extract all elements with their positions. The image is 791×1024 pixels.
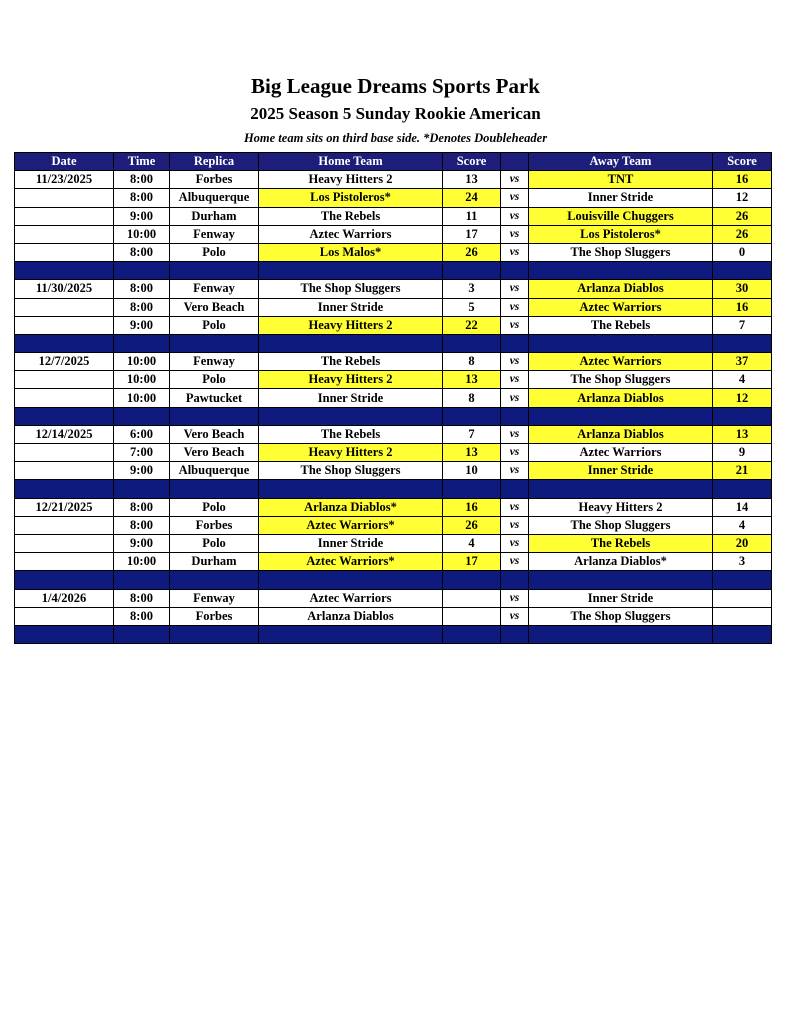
home-team-cell: Inner Stride [259, 389, 443, 407]
away-team-cell: The Shop Sluggers [529, 243, 713, 261]
separator-cell [259, 407, 443, 425]
home-team-cell: Arlanza Diablos [259, 607, 443, 625]
date-cell: 12/21/2025 [15, 498, 114, 516]
separator-cell [501, 480, 529, 498]
separator-cell [15, 571, 114, 589]
separator-cell [170, 407, 259, 425]
vs-cell: vs [501, 462, 529, 480]
away-score-cell: 4 [713, 371, 772, 389]
vs-cell: vs [501, 243, 529, 261]
separator-cell [170, 334, 259, 352]
page-subtitle: 2025 Season 5 Sunday Rookie American [250, 104, 541, 123]
replica-cell: Fenway [170, 589, 259, 607]
separator-cell [501, 334, 529, 352]
date-cell [15, 444, 114, 462]
separator-cell [713, 407, 772, 425]
away-team-cell: Aztec Warriors [529, 298, 713, 316]
home-score-cell: 24 [443, 189, 501, 207]
away-score-cell: 12 [713, 389, 772, 407]
vs-cell: vs [501, 371, 529, 389]
table-row [15, 171, 772, 189]
separator-row [15, 334, 772, 352]
home-team-cell: Arlanza Diablos* [259, 498, 443, 516]
home-score-cell: 13 [443, 371, 501, 389]
date-cell: 11/23/2025 [15, 171, 114, 189]
home-score-cell: 22 [443, 316, 501, 334]
col-header-home-team: Home Team [259, 153, 443, 171]
away-team-cell: TNT [529, 171, 713, 189]
home-team-cell: The Rebels [259, 207, 443, 225]
col-header-replica: Replica [170, 153, 259, 171]
vs-cell: vs [501, 389, 529, 407]
table-row [15, 534, 772, 552]
time-cell: 8:00 [114, 589, 170, 607]
separator-cell [114, 480, 170, 498]
vs-cell: vs [501, 225, 529, 243]
date-cell [15, 207, 114, 225]
vs-cell: vs [501, 425, 529, 443]
separator-row [15, 571, 772, 589]
away-score-cell: 4 [713, 516, 772, 534]
separator-cell [713, 625, 772, 643]
time-cell: 9:00 [114, 316, 170, 334]
separator-cell [170, 625, 259, 643]
home-team-cell: The Shop Sluggers [259, 280, 443, 298]
date-cell [15, 462, 114, 480]
time-cell: 10:00 [114, 225, 170, 243]
page-title: Big League Dreams Sports Park [251, 74, 540, 98]
away-team-cell: The Shop Sluggers [529, 516, 713, 534]
table-row [15, 516, 772, 534]
home-score-cell: 5 [443, 298, 501, 316]
separator-cell [529, 571, 713, 589]
home-score-cell: 4 [443, 534, 501, 552]
separator-cell [15, 480, 114, 498]
vs-cell: vs [501, 516, 529, 534]
separator-cell [529, 262, 713, 280]
col-header-away-score: Score [713, 153, 772, 171]
home-team-cell: Aztec Warriors [259, 225, 443, 243]
away-team-cell: Arlanza Diablos* [529, 553, 713, 571]
date-cell [15, 389, 114, 407]
vs-cell: vs [501, 316, 529, 334]
separator-cell [529, 407, 713, 425]
schedule-table [14, 152, 772, 644]
away-team-cell: Los Pistoleros* [529, 225, 713, 243]
separator-cell [501, 407, 529, 425]
home-score-cell: 7 [443, 425, 501, 443]
table-row [15, 280, 772, 298]
away-score-cell: 26 [713, 207, 772, 225]
away-score-cell: 20 [713, 534, 772, 552]
time-cell: 8:00 [114, 243, 170, 261]
time-cell: 8:00 [114, 607, 170, 625]
separator-cell [501, 262, 529, 280]
home-score-cell: 16 [443, 498, 501, 516]
time-cell: 6:00 [114, 425, 170, 443]
vs-cell: vs [501, 171, 529, 189]
home-team-cell: Los Pistoleros* [259, 189, 443, 207]
vs-cell: vs [501, 189, 529, 207]
table-row [15, 371, 772, 389]
vs-cell: vs [501, 553, 529, 571]
replica-cell: Fenway [170, 353, 259, 371]
away-score-cell: 16 [713, 298, 772, 316]
time-cell: 9:00 [114, 462, 170, 480]
table-row [15, 589, 772, 607]
separator-cell [443, 334, 501, 352]
replica-cell: Durham [170, 553, 259, 571]
separator-cell [114, 262, 170, 280]
table-row [15, 225, 772, 243]
separator-row [15, 625, 772, 643]
replica-cell: Polo [170, 534, 259, 552]
separator-cell [713, 334, 772, 352]
separator-cell [501, 625, 529, 643]
home-team-cell: Los Malos* [259, 243, 443, 261]
header-row [15, 153, 772, 171]
away-team-cell: The Shop Sluggers [529, 371, 713, 389]
away-score-cell: 16 [713, 171, 772, 189]
date-cell [15, 607, 114, 625]
away-score-cell: 12 [713, 189, 772, 207]
home-score-cell [443, 589, 501, 607]
separator-cell [259, 571, 443, 589]
date-cell [15, 189, 114, 207]
home-score-cell: 13 [443, 171, 501, 189]
vs-cell: vs [501, 534, 529, 552]
home-team-cell: Aztec Warriors* [259, 516, 443, 534]
home-team-cell: Aztec Warriors* [259, 553, 443, 571]
time-cell: 8:00 [114, 171, 170, 189]
home-score-cell: 13 [443, 444, 501, 462]
home-team-cell: The Rebels [259, 425, 443, 443]
table-row [15, 243, 772, 261]
home-score-cell: 10 [443, 462, 501, 480]
vs-cell: vs [501, 298, 529, 316]
col-header-home-score: Score [443, 153, 501, 171]
time-cell: 8:00 [114, 516, 170, 534]
separator-cell [443, 571, 501, 589]
replica-cell: Forbes [170, 171, 259, 189]
away-score-cell: 3 [713, 553, 772, 571]
away-team-cell: The Shop Sluggers [529, 607, 713, 625]
time-cell: 9:00 [114, 534, 170, 552]
separator-cell [713, 262, 772, 280]
separator-cell [529, 625, 713, 643]
table-row [15, 389, 772, 407]
home-score-cell: 3 [443, 280, 501, 298]
separator-cell [114, 407, 170, 425]
table-row [15, 316, 772, 334]
away-score-cell: 37 [713, 353, 772, 371]
replica-cell: Pawtucket [170, 389, 259, 407]
page-note: Home team sits on third base side. *Denotes Doubleheader [243, 131, 548, 145]
separator-cell [259, 625, 443, 643]
away-score-cell: 13 [713, 425, 772, 443]
date-cell [15, 243, 114, 261]
away-team-cell: Inner Stride [529, 462, 713, 480]
away-score-cell: 7 [713, 316, 772, 334]
separator-cell [443, 262, 501, 280]
separator-cell [114, 625, 170, 643]
col-header-away-team: Away Team [529, 153, 713, 171]
home-score-cell: 26 [443, 516, 501, 534]
home-team-cell: Inner Stride [259, 534, 443, 552]
date-cell [15, 225, 114, 243]
vs-cell: vs [501, 444, 529, 462]
home-team-cell: The Shop Sluggers [259, 462, 443, 480]
away-team-cell: Arlanza Diablos [529, 389, 713, 407]
home-team-cell: Heavy Hitters 2 [259, 371, 443, 389]
vs-cell: vs [501, 353, 529, 371]
col-header-vs [501, 153, 529, 171]
table-row [15, 353, 772, 371]
separator-cell [713, 571, 772, 589]
separator-cell [443, 480, 501, 498]
vs-cell: vs [501, 280, 529, 298]
away-score-cell: 30 [713, 280, 772, 298]
replica-cell: Polo [170, 243, 259, 261]
replica-cell: Vero Beach [170, 444, 259, 462]
away-team-cell: Aztec Warriors [529, 444, 713, 462]
away-team-cell: Heavy Hitters 2 [529, 498, 713, 516]
away-score-cell: 14 [713, 498, 772, 516]
separator-cell [114, 571, 170, 589]
time-cell: 10:00 [114, 553, 170, 571]
replica-cell: Vero Beach [170, 298, 259, 316]
replica-cell: Polo [170, 371, 259, 389]
home-team-cell: Heavy Hitters 2 [259, 316, 443, 334]
home-team-cell: The Rebels [259, 353, 443, 371]
separator-cell [501, 571, 529, 589]
date-cell [15, 298, 114, 316]
vs-cell: vs [501, 589, 529, 607]
table-row [15, 462, 772, 480]
away-score-cell: 0 [713, 243, 772, 261]
date-cell: 11/30/2025 [15, 280, 114, 298]
away-team-cell: Louisville Chuggers [529, 207, 713, 225]
time-cell: 10:00 [114, 371, 170, 389]
table-row [15, 425, 772, 443]
time-cell: 10:00 [114, 353, 170, 371]
table-row [15, 444, 772, 462]
away-team-cell: Inner Stride [529, 589, 713, 607]
away-score-cell [713, 607, 772, 625]
time-cell: 8:00 [114, 298, 170, 316]
away-score-cell: 26 [713, 225, 772, 243]
replica-cell: Forbes [170, 516, 259, 534]
separator-cell [114, 334, 170, 352]
separator-cell [170, 262, 259, 280]
separator-cell [170, 480, 259, 498]
away-score-cell: 9 [713, 444, 772, 462]
separator-cell [15, 334, 114, 352]
table-row [15, 553, 772, 571]
separator-cell [443, 625, 501, 643]
date-cell: 12/7/2025 [15, 353, 114, 371]
time-cell: 8:00 [114, 280, 170, 298]
vs-cell: vs [501, 207, 529, 225]
date-cell [15, 371, 114, 389]
separator-cell [15, 407, 114, 425]
home-score-cell: 17 [443, 225, 501, 243]
table-row [15, 498, 772, 516]
home-score-cell: 17 [443, 553, 501, 571]
table-row [15, 298, 772, 316]
vs-cell: vs [501, 498, 529, 516]
separator-row [15, 262, 772, 280]
home-score-cell: 11 [443, 207, 501, 225]
vs-cell: vs [501, 607, 529, 625]
date-cell [15, 534, 114, 552]
separator-cell [15, 262, 114, 280]
replica-cell: Forbes [170, 607, 259, 625]
separator-cell [529, 480, 713, 498]
separator-cell [170, 571, 259, 589]
separator-cell [529, 334, 713, 352]
away-team-cell: The Rebels [529, 534, 713, 552]
table-row [15, 189, 772, 207]
replica-cell: Fenway [170, 280, 259, 298]
separator-cell [443, 407, 501, 425]
separator-cell [713, 480, 772, 498]
home-team-cell: Heavy Hitters 2 [259, 444, 443, 462]
home-score-cell: 8 [443, 353, 501, 371]
separator-cell [259, 262, 443, 280]
separator-row [15, 480, 772, 498]
time-cell: 8:00 [114, 189, 170, 207]
time-cell: 10:00 [114, 389, 170, 407]
replica-cell: Albuquerque [170, 462, 259, 480]
col-header-date: Date [15, 153, 114, 171]
separator-cell [259, 334, 443, 352]
date-cell [15, 316, 114, 334]
away-score-cell: 21 [713, 462, 772, 480]
replica-cell: Albuquerque [170, 189, 259, 207]
replica-cell: Durham [170, 207, 259, 225]
replica-cell: Polo [170, 316, 259, 334]
away-team-cell: The Rebels [529, 316, 713, 334]
separator-row [15, 407, 772, 425]
away-team-cell: Arlanza Diablos [529, 425, 713, 443]
home-team-cell: Inner Stride [259, 298, 443, 316]
home-score-cell: 26 [443, 243, 501, 261]
replica-cell: Polo [170, 498, 259, 516]
date-cell [15, 553, 114, 571]
table-row [15, 207, 772, 225]
home-score-cell: 8 [443, 389, 501, 407]
away-team-cell: Arlanza Diablos [529, 280, 713, 298]
time-cell: 8:00 [114, 498, 170, 516]
date-cell [15, 516, 114, 534]
date-cell: 12/14/2025 [15, 425, 114, 443]
away-score-cell [713, 589, 772, 607]
home-team-cell: Heavy Hitters 2 [259, 171, 443, 189]
separator-cell [259, 480, 443, 498]
col-header-time: Time [114, 153, 170, 171]
date-cell: 1/4/2026 [15, 589, 114, 607]
table-row [15, 607, 772, 625]
time-cell: 7:00 [114, 444, 170, 462]
replica-cell: Fenway [170, 225, 259, 243]
away-team-cell: Aztec Warriors [529, 353, 713, 371]
separator-cell [15, 625, 114, 643]
home-team-cell: Aztec Warriors [259, 589, 443, 607]
home-score-cell [443, 607, 501, 625]
away-team-cell: Inner Stride [529, 189, 713, 207]
replica-cell: Vero Beach [170, 425, 259, 443]
time-cell: 9:00 [114, 207, 170, 225]
schedule-body [15, 171, 772, 644]
